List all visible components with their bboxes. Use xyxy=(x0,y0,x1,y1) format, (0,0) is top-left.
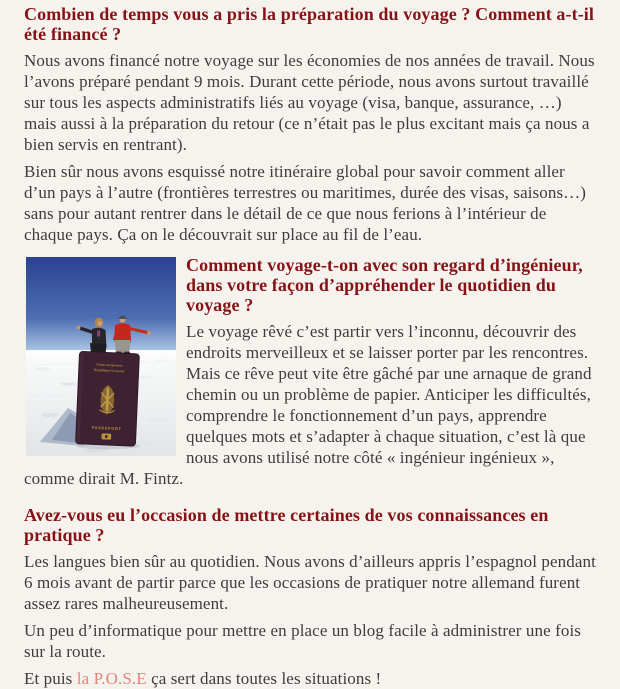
link-suffix-text: ça sert dans toutes les situations ! xyxy=(146,669,382,688)
interview-article xyxy=(24,4,598,689)
passport-text-line1: Union européenne xyxy=(96,362,123,368)
answer-paragraph: Un peu d’informatique pour mettre en place un blog facile à administrer une fois sur la route. xyxy=(24,621,582,661)
passport-photo-graphic xyxy=(26,257,176,456)
question-heading-3: Avez-vous eu l’occasion de mettre certaines de vos connaissances en pratique ? xyxy=(24,505,549,545)
answer-paragraph: Nous avons financé notre voyage sur les économies de nos années de travail. Nous l’avons préparé pendant 9 mois. Durant cette période, nous avons surtout travaillé sur tous les aspects administratifs liés au voyage (visa, banque, assurance, …) mais aussi à la préparation du retour (ce n’était pas le plus excitant mais ça nous a bien servis en rentrant). xyxy=(24,51,595,154)
passport-label: PASSEPORT xyxy=(91,424,122,432)
answer-paragraph: Le voyage rêvé c’est partir vers l’inconnu, découvrir des endroits merveilleux et se laisser porter par les rencontres. Mais ce rêve peut vite être gâché par une arnaque de grand chemin ou un problème de papier. Anticiper les difficultés, comprendre le fonctionnement d’un pays, apprendre quelques mots et s’adapter à chaque situation, c’est là que nous avons utilisé notre côté « ingénieur ingénieux », comme dirait M. Fintz. xyxy=(24,322,592,488)
pose-link[interactable]: la P.O.S.E xyxy=(76,669,147,688)
passport-salt-flat-photo xyxy=(26,257,176,456)
question-heading-2: Comment voyage-t-on avec son regard d’ingénieur, dans votre façon d’appréhender le quotidien du voyage ? xyxy=(186,255,583,315)
question-2-section xyxy=(24,255,598,495)
question-heading-1: Combien de temps vous a pris la préparation du voyage ? Comment a-t-il été financé ? xyxy=(24,4,594,44)
answer-paragraph: Les langues bien sûr au quotidien. Nous avons d’ailleurs appris l’espagnol pendant 6 mois avant de partir parce que les occasions de pratiquer notre allemand furent assez rares malheureusement. xyxy=(24,552,596,613)
biometric-chip-icon xyxy=(101,433,111,439)
passport-text-line2: République française xyxy=(93,367,125,374)
answer-paragraph: Bien sûr nous avons esquissé notre itinéraire global pour savoir comment aller d’un pays à l’autre (frontières terrestres ou maritimes, durée des visas, saisons…) sans pour autant rentrer dans le détail de ce que nous ferions à l’intérieur de chaque pays. Ça on le découvrait sur place au fil de l’eau. xyxy=(24,162,587,244)
link-prefix-text: Et puis xyxy=(24,669,77,688)
passport xyxy=(75,351,139,446)
